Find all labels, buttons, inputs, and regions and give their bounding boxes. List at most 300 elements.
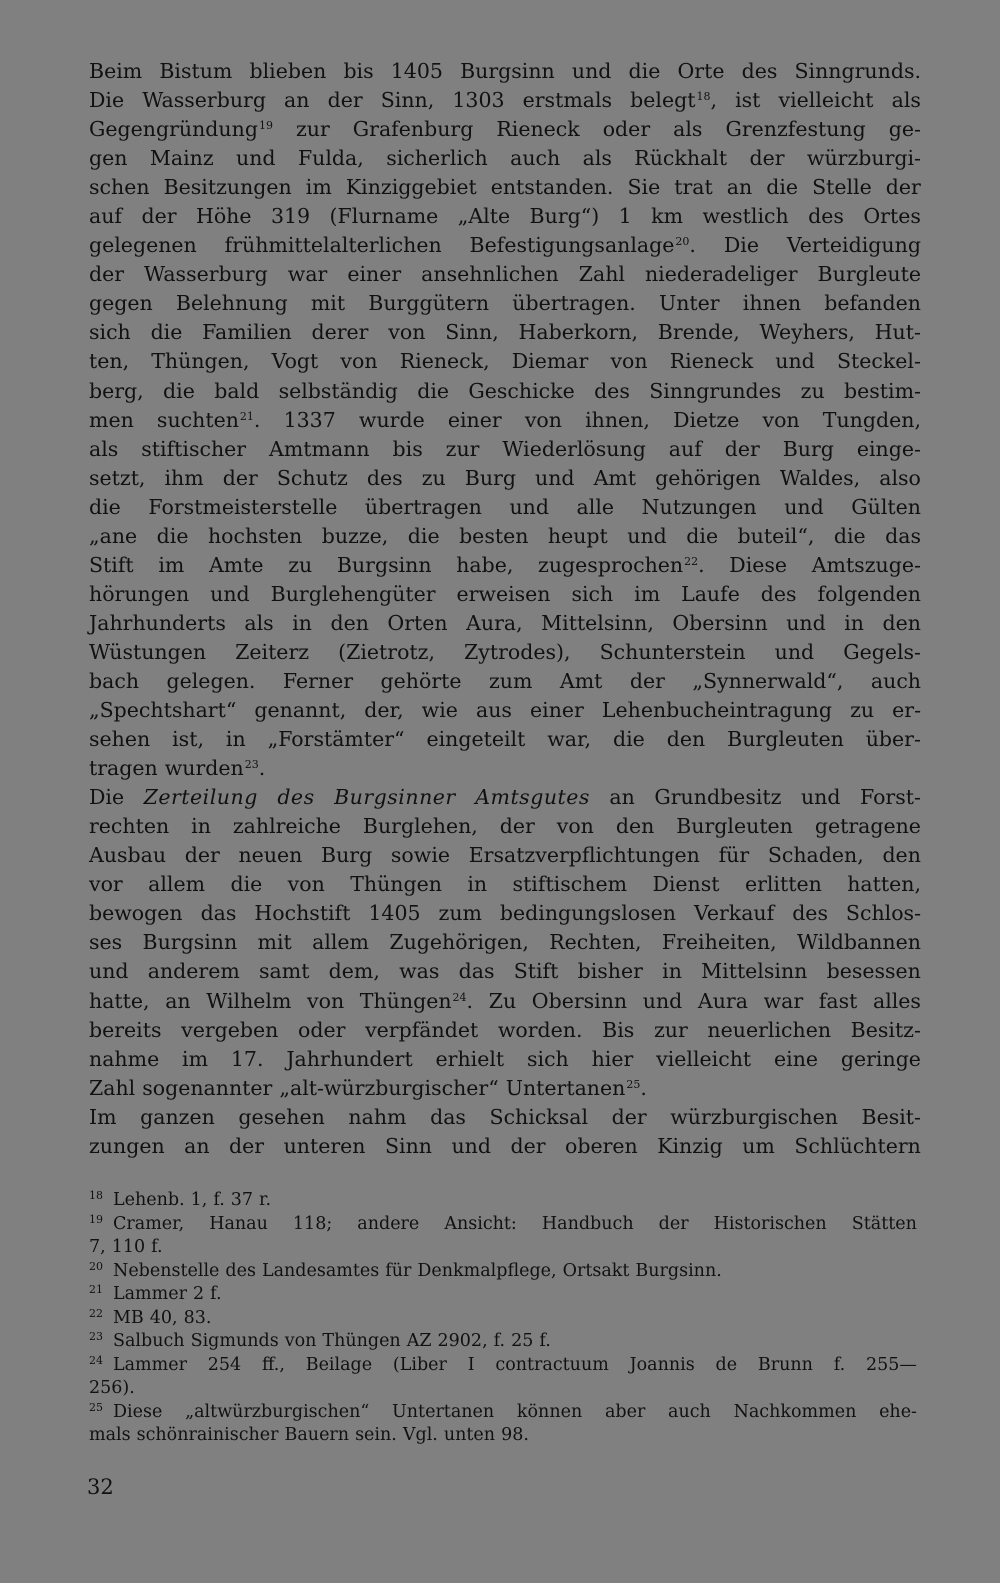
word: wurden$^{23}$. <box>164 756 266 781</box>
footnote-line <box>89 1377 917 1401</box>
word: des <box>366 465 403 490</box>
word: ist <box>735 88 761 113</box>
body-line <box>89 928 921 957</box>
word: der <box>885 175 921 200</box>
word: den <box>330 610 369 635</box>
word: Zerteilung <box>143 785 258 810</box>
body-line <box>89 551 921 580</box>
word: gesehen <box>238 1104 325 1129</box>
footnote-line <box>89 1354 917 1378</box>
word: wie <box>421 698 458 723</box>
word: Burg <box>321 843 373 868</box>
word: bestim- <box>844 378 921 403</box>
word: die <box>628 59 661 83</box>
word: f. <box>151 1237 163 1257</box>
word: de <box>715 1354 738 1375</box>
word: 254 <box>207 1354 242 1375</box>
word: an <box>165 988 191 1013</box>
word: um <box>742 1133 775 1158</box>
word: übertragen. <box>512 291 636 316</box>
word: getragene <box>814 814 921 839</box>
word: einer <box>447 407 502 432</box>
word: wurde <box>358 407 425 432</box>
word: Denkmalpflege, <box>417 1260 557 1281</box>
word: Rieneck <box>669 349 754 374</box>
word: Brunn <box>757 1354 813 1375</box>
word: hier <box>591 1046 634 1071</box>
word: in <box>467 872 488 897</box>
word: habe, <box>456 552 514 577</box>
word: Burglehengüter <box>270 581 436 606</box>
word: war <box>287 262 328 287</box>
word: Stift <box>513 959 559 984</box>
word: 319 <box>270 204 311 229</box>
word: und <box>210 581 250 606</box>
word: ganzen <box>140 1104 215 1129</box>
word: Ansicht: <box>444 1213 517 1234</box>
body-line <box>89 1074 921 1103</box>
word: den <box>615 814 655 839</box>
word: 23 Salbuch <box>89 1330 185 1351</box>
word: Schunterstein <box>599 639 746 664</box>
word: „altwürzburgischen“ <box>185 1401 370 1422</box>
body-line <box>89 377 921 406</box>
word: f. <box>539 1331 551 1351</box>
word: der <box>222 465 258 490</box>
word: in <box>844 610 865 635</box>
word: sich <box>571 581 614 606</box>
word: als <box>891 88 921 113</box>
word: (Liber <box>392 1354 447 1375</box>
word: in <box>225 727 246 752</box>
word: Wiederlösung <box>502 436 646 461</box>
word: Rechten, <box>549 930 642 955</box>
word: fast <box>818 988 858 1013</box>
word: der <box>327 88 363 113</box>
word: I <box>467 1354 475 1375</box>
word: Burg <box>464 465 516 490</box>
word: erhielt <box>435 1046 505 1071</box>
word: auch <box>668 1401 711 1422</box>
word: Burgsinn <box>142 930 238 955</box>
word: buteil“, <box>737 523 815 548</box>
word: sich <box>89 320 131 345</box>
word: 37 <box>230 1190 254 1210</box>
footnote-ref: 19 <box>258 119 273 133</box>
word: Laufe <box>681 581 740 606</box>
word: einer <box>530 698 584 723</box>
word: Wildbannen <box>796 930 921 955</box>
word: „Alte <box>457 204 511 229</box>
word: Mittelsinn, <box>541 610 654 635</box>
word: Burgsinn <box>336 552 432 577</box>
word: ses <box>89 930 123 955</box>
word: 21 Lammer <box>89 1283 187 1304</box>
word: ansehnlichen <box>421 262 559 287</box>
word: die <box>150 320 183 345</box>
body-line <box>89 1103 921 1132</box>
word: zur <box>445 436 480 461</box>
word: km <box>651 204 684 229</box>
word: von <box>307 988 345 1013</box>
word: Burglehen, <box>362 814 478 839</box>
word: Ferner <box>282 668 354 693</box>
word: sogenannter <box>142 1075 273 1100</box>
word: die <box>230 872 263 897</box>
word: Ersatzverpflichtungen <box>468 843 700 868</box>
word: der <box>749 146 785 171</box>
word: Wasserburg <box>144 262 268 287</box>
word: zu <box>421 465 446 490</box>
word: Burggütern <box>368 291 490 316</box>
word: und <box>509 494 549 519</box>
word: eingeteilt <box>426 727 526 752</box>
word: Sigmunds <box>190 1331 279 1351</box>
footnote-ref: 21 <box>239 409 254 423</box>
word: von <box>762 407 800 432</box>
footnote-line <box>89 1307 917 1331</box>
word: besessen <box>826 959 921 984</box>
body-line <box>89 406 921 435</box>
body-line <box>89 289 921 318</box>
word: der <box>658 1213 689 1234</box>
word: allem <box>312 930 369 955</box>
word: im <box>305 175 332 200</box>
word: Joannis <box>629 1354 695 1375</box>
word: Amte <box>208 552 264 577</box>
word: des <box>277 785 315 810</box>
body-line <box>89 754 921 783</box>
word: Grafenburg <box>352 117 474 142</box>
word: sein. <box>355 1425 397 1445</box>
word: Tungden, <box>822 407 921 432</box>
word: und <box>236 146 276 171</box>
body-line <box>89 957 921 986</box>
word: sicherlich <box>386 146 488 171</box>
word: also <box>879 465 921 490</box>
word: hörungen <box>89 581 190 606</box>
word: Waldes, <box>779 465 861 490</box>
word: zahlreiche <box>232 814 341 839</box>
body-line <box>89 696 921 725</box>
word: Aura <box>697 988 748 1013</box>
body-line <box>89 987 921 1016</box>
word: Obersinn <box>672 610 768 635</box>
word: Burgsinn <box>460 59 555 83</box>
word: Handbuch <box>541 1213 634 1234</box>
word: men <box>89 407 134 432</box>
word: oberen <box>564 1133 638 1158</box>
word: Grundbesitz <box>654 785 782 810</box>
footnote <box>89 1330 917 1354</box>
word: 1, <box>190 1190 208 1210</box>
body-line <box>89 783 921 812</box>
word: bereits <box>89 1017 162 1042</box>
word: ff., <box>261 1354 285 1375</box>
word: der, <box>364 698 404 723</box>
word: buzze, <box>321 523 389 548</box>
word: Schaden, <box>767 843 864 868</box>
word: von <box>610 349 648 374</box>
word: Zahl <box>89 1075 136 1100</box>
word: von <box>388 320 426 345</box>
word: sowie <box>390 843 451 868</box>
word: stiftischer <box>141 436 247 461</box>
word: gegen <box>89 291 153 316</box>
word: Steckel- <box>836 349 921 374</box>
word: Schicksal <box>489 1104 589 1129</box>
word: aus <box>475 698 512 723</box>
word: Befestigungsanlage$^{20}$. <box>469 233 696 258</box>
body-line <box>89 464 921 493</box>
footnote <box>89 1401 917 1448</box>
word: gelegenen <box>89 233 197 258</box>
word: 118; <box>292 1213 333 1234</box>
word: die <box>766 175 799 200</box>
word: blieben <box>249 59 327 83</box>
word: 20 Nebenstelle <box>89 1259 220 1281</box>
word: „alt-würzburgischer“ <box>279 1075 499 1100</box>
word: der <box>499 814 535 839</box>
word: mals <box>89 1425 131 1445</box>
word: von <box>284 1331 317 1351</box>
word: Amt <box>559 668 603 693</box>
word: entstanden. <box>490 175 614 200</box>
word: Jahrhundert <box>286 1046 413 1071</box>
word: zungen <box>89 1133 165 1158</box>
word: und <box>627 523 667 548</box>
word: Diemar <box>511 349 589 374</box>
word: bald <box>214 378 260 403</box>
word: Hut- <box>874 320 921 345</box>
word: auch <box>510 146 561 171</box>
word: zu <box>850 698 875 723</box>
word: hochsten <box>207 523 303 548</box>
footnote-line <box>89 1283 917 1307</box>
word: Sinn <box>384 1133 432 1158</box>
word: Geschicke <box>468 378 575 403</box>
footnote <box>89 1354 917 1401</box>
word: Diese <box>729 552 788 577</box>
word: zur <box>653 1017 688 1042</box>
word: über- <box>865 727 921 752</box>
word: vielleicht <box>656 1046 752 1071</box>
word: Zahl <box>578 262 625 287</box>
word: zum <box>438 901 482 926</box>
word: stiftischem <box>512 872 628 897</box>
word: Die <box>89 785 125 810</box>
word: der <box>510 1133 546 1158</box>
word: zu <box>288 552 313 577</box>
word: samt <box>259 959 310 984</box>
word: vergeben <box>181 1017 279 1042</box>
word: Aura, <box>466 610 523 635</box>
word: die <box>89 494 121 519</box>
word: im <box>182 1046 209 1071</box>
word: 1 <box>618 204 632 229</box>
word: Grenzfestung <box>725 117 866 142</box>
word: gelegen. <box>166 668 256 693</box>
body-line <box>89 435 921 464</box>
body-line <box>89 522 921 551</box>
word: Amtmann <box>269 436 370 461</box>
body-line <box>89 1016 921 1045</box>
word: an <box>609 785 635 810</box>
word: die <box>163 378 195 403</box>
word: Kinziggebiet <box>345 175 477 200</box>
word: Gegels- <box>843 639 921 664</box>
footnote <box>89 1260 917 1284</box>
word: als <box>89 436 119 461</box>
word: Stift <box>89 552 134 577</box>
word: können <box>516 1401 583 1422</box>
word: Kinzig <box>657 1133 723 1158</box>
body-line <box>89 812 921 841</box>
word: 22 MB <box>89 1306 144 1328</box>
body-line <box>89 173 921 202</box>
footnote-ref: 18 <box>696 90 711 104</box>
word: erlitten <box>744 872 822 897</box>
word: neuerlichen <box>707 1017 832 1042</box>
body-line <box>89 609 921 638</box>
word: gehörte <box>380 668 462 693</box>
word: 1405 <box>368 901 421 926</box>
word: Schutz <box>276 465 348 490</box>
word: heupt <box>547 523 608 548</box>
footnote-line <box>89 1330 917 1354</box>
word: das <box>430 1104 466 1129</box>
word: suchten$^{21}$. <box>156 407 261 432</box>
word: mit <box>310 291 346 316</box>
word: auch <box>870 668 921 693</box>
word: 83. <box>183 1307 212 1328</box>
word: Rieneck <box>496 117 580 142</box>
body-line <box>89 725 921 754</box>
word: Nachkommen <box>733 1401 857 1422</box>
body-line <box>89 318 921 347</box>
word: Burgsinner <box>334 785 456 810</box>
word: Thüngen$^{24}$. <box>359 988 474 1013</box>
word: Beim <box>89 59 143 83</box>
word: für <box>718 843 750 868</box>
word: das <box>200 901 237 926</box>
footnote-ref: 22 <box>684 554 699 568</box>
word: Burgleute <box>817 262 921 287</box>
word: des <box>760 581 797 606</box>
word: derer <box>311 320 369 345</box>
word: Zytrodes), <box>464 639 571 664</box>
footnote <box>89 1213 917 1260</box>
word: Die <box>723 233 759 258</box>
word: als <box>244 610 274 635</box>
word: und <box>784 494 824 519</box>
word: vor <box>89 872 123 897</box>
footnote-line <box>89 1424 917 1448</box>
word: 7, <box>89 1237 106 1257</box>
word: schönrainischer <box>136 1425 279 1445</box>
word: und <box>451 1133 491 1158</box>
word: Ortes <box>863 204 921 229</box>
word: aber <box>604 1401 646 1422</box>
word: nahm <box>348 1104 407 1129</box>
word: Fulda, <box>297 146 364 171</box>
word: Schlüchtern <box>794 1133 921 1158</box>
word: Rieneck, <box>399 349 490 374</box>
page-number: 32 <box>87 1475 114 1499</box>
word: erstmals <box>522 88 613 113</box>
word: auf <box>668 436 702 461</box>
word: Besitz- <box>850 1017 921 1042</box>
word: alles <box>872 988 921 1013</box>
word: f. <box>833 1354 846 1375</box>
word: Amt <box>593 465 637 490</box>
body-line <box>89 231 921 260</box>
word: in <box>292 610 312 635</box>
word: Verkauf <box>693 901 775 926</box>
word: ten, <box>89 349 130 374</box>
word: Zugehörigen, <box>389 930 529 955</box>
word: Gegengründung$^{19}$ <box>89 117 273 142</box>
word: von <box>287 872 325 897</box>
word: Weyhers, <box>759 320 855 345</box>
body-line <box>89 899 921 928</box>
word: der <box>611 1104 647 1129</box>
word: Ortsakt <box>562 1260 630 1281</box>
word: an <box>726 175 753 200</box>
word: Bis <box>602 1017 635 1042</box>
word: an <box>284 88 310 113</box>
word: der <box>724 436 760 461</box>
word: Dienst <box>652 872 720 897</box>
body-line <box>89 144 921 173</box>
body-line <box>89 115 921 144</box>
word: zum <box>488 668 533 693</box>
word: im <box>158 552 185 577</box>
word: Amtszuge- <box>811 552 921 577</box>
word: Mainz <box>149 146 214 171</box>
footnote-line <box>89 1236 917 1260</box>
word: und <box>786 610 826 635</box>
word: unten <box>443 1425 496 1445</box>
word: Jahrhunderts <box>89 610 226 635</box>
word: Stelle <box>812 175 872 200</box>
word: Burgsinn. <box>635 1260 722 1281</box>
word: Dietze <box>673 407 740 432</box>
word: f. <box>213 1190 225 1210</box>
word: contractuum <box>495 1354 609 1375</box>
word: sich <box>527 1046 569 1071</box>
word: Bauern <box>284 1425 350 1445</box>
word: gehörigen <box>655 465 761 490</box>
word: Mittelsinn <box>701 959 808 984</box>
word: er- <box>892 698 921 723</box>
word: die <box>407 523 440 548</box>
word: setzt, <box>89 465 146 490</box>
word: Hanau <box>209 1213 268 1234</box>
word: selbständig <box>278 378 398 403</box>
word: 25 <box>511 1331 534 1351</box>
word: tragen <box>89 756 158 781</box>
word: 40, <box>149 1307 178 1328</box>
word: „Spechtshart“ <box>89 698 237 723</box>
word: 1337 <box>283 407 336 432</box>
word: des <box>792 901 828 926</box>
word: des <box>594 378 630 403</box>
word: belegt$^{18}$, <box>630 88 717 113</box>
word: 18 Lehenb. <box>89 1189 185 1210</box>
body-line <box>89 1132 921 1161</box>
word: würzburgischen <box>670 1104 838 1129</box>
